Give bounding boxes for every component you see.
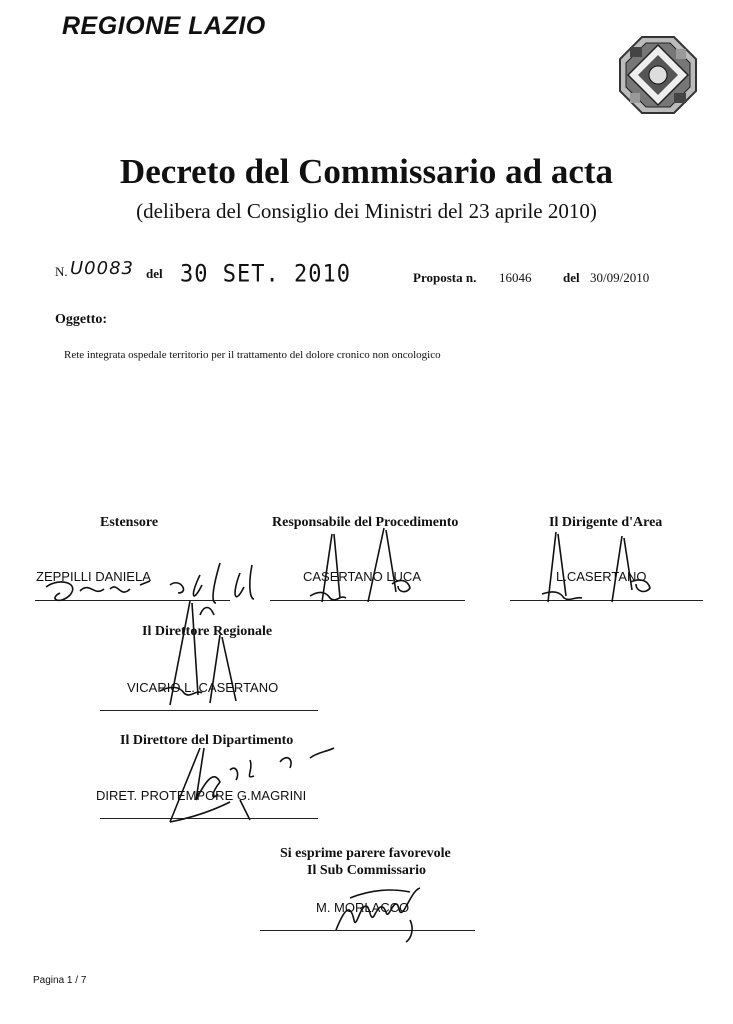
- proposta-number: 16046: [499, 270, 532, 285]
- direttore-dipartimento-name: DIRET. PROTEMPORE G.MAGRINI: [96, 788, 307, 803]
- responsabile-role: Responsabile del Procedimento: [272, 515, 459, 530]
- direttore-dipartimento-role: Il Direttore del Dipartimento: [120, 733, 294, 748]
- dirigente-name: L.CASERTANO: [556, 569, 647, 584]
- subject-text: Rete integrata ospedale territorio per il trattamento del dolore cronico non oncologico: [64, 349, 441, 361]
- subject-label: Oggetto:: [55, 312, 108, 327]
- dirigente-role: Il Dirigente d'Area: [549, 515, 663, 530]
- decree-number: U0083: [70, 258, 134, 279]
- document-title: Decreto del Commissario ad acta: [119, 152, 614, 191]
- region-title: REGIONE LAZIO: [62, 12, 266, 40]
- number-label: N.: [55, 264, 68, 279]
- direttore-regionale-name: VICARIO L. CASERTANO: [127, 680, 279, 695]
- responsabile-signature: [300, 528, 420, 608]
- parere-favorevole-text: Si esprime parere favorevole: [280, 846, 451, 861]
- proposta-label: Proposta n.: [413, 270, 477, 285]
- proposta-date-label: del: [563, 270, 580, 285]
- direttore-dipartimento-signature: [160, 740, 360, 830]
- date-label: del: [146, 266, 163, 281]
- direttore-regionale-signature: [140, 595, 273, 720]
- sub-commissario-name: M. MORLACCO: [316, 900, 410, 915]
- estensore-name: ZEPPILLI DANIELA: [36, 569, 151, 584]
- proposta-date: 30/09/2010: [590, 270, 650, 285]
- sub-commissario-signature: [330, 880, 440, 945]
- date-stamp: 30 SET. 2010: [180, 260, 351, 289]
- dirigente-signature: [540, 530, 670, 610]
- direttore-regionale-role: Il Direttore Regionale: [142, 624, 273, 639]
- estensore-role: Estensore: [100, 515, 159, 530]
- sub-commissario-role: Il Sub Commissario: [307, 863, 427, 878]
- document-subtitle: (delibera del Consiglio dei Ministri del 23 aprile 2010): [136, 199, 597, 223]
- region-emblem-icon: [618, 35, 698, 115]
- responsabile-name: CASERTANO LUCA: [303, 569, 421, 584]
- page-number: Pagina 1 / 7: [33, 975, 87, 986]
